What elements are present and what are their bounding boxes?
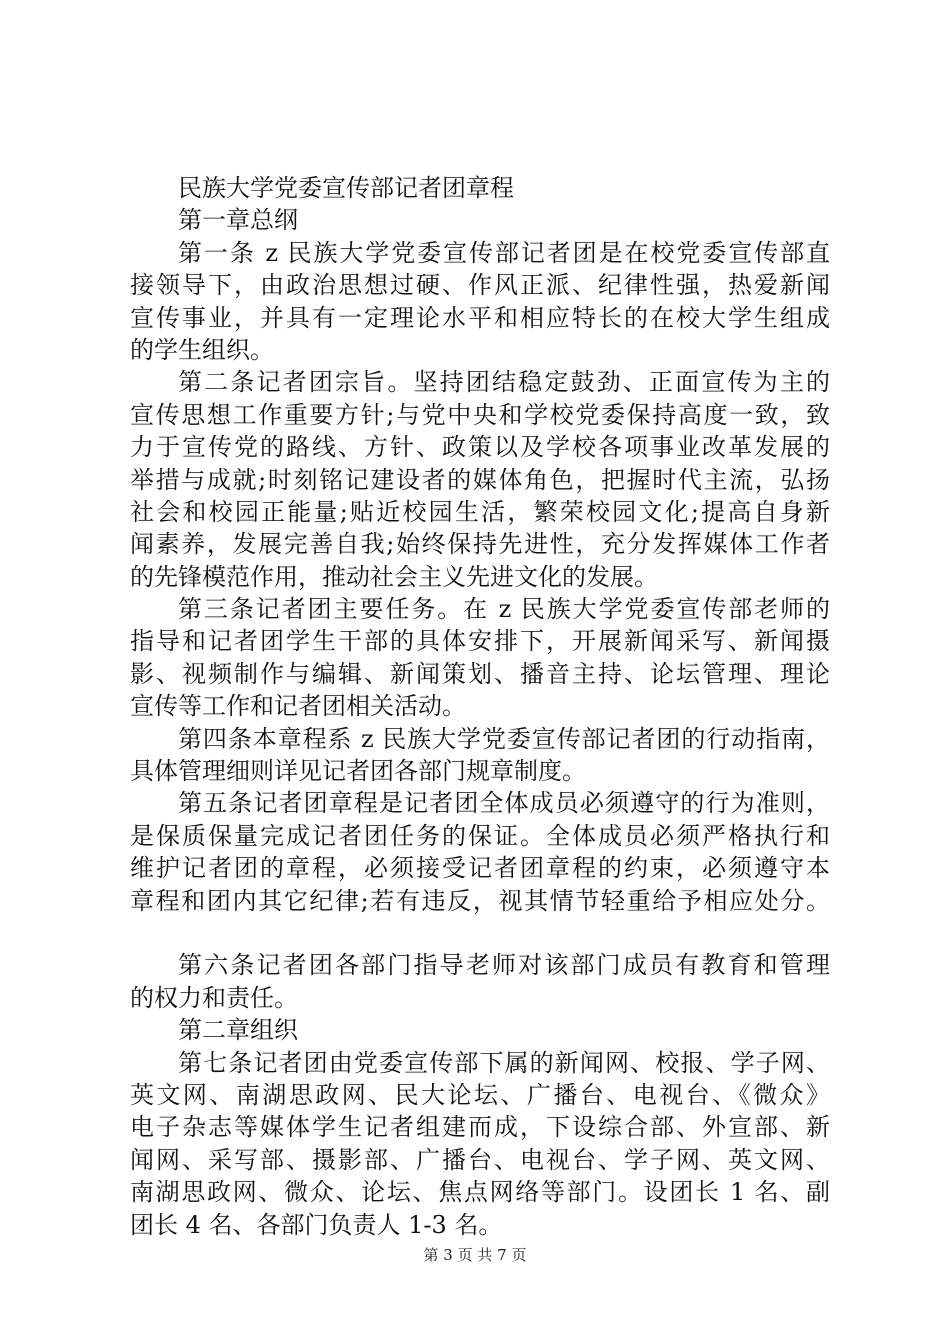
text-line: 第一条 z 民族大学党委宣传部记者团是在校党委宣传部直 (178, 238, 830, 267)
text-line: 团长 4 名、各部门负责人 1-3 名。 (130, 1210, 503, 1239)
text-line: 第四条本章程系 z 民族大学党委宣传部记者团的行动指南， (178, 724, 830, 753)
text-line: 闻素养，发展完善自我;始终保持先进性，充分发挥媒体工作者 (130, 530, 830, 559)
text-line: 宣传等工作和记者团相关活动。 (130, 692, 466, 721)
text-line: 的学生组织。 (130, 335, 274, 364)
text-line: 电子杂志等媒体学生记者组建而成，下设综合部、外宣部、新 (130, 1113, 830, 1142)
text-line: 第二章组织 (178, 1016, 298, 1045)
text-line: 社会和校园正能量;贴近校园生活，繁荣校园文化;提高自身新 (130, 497, 830, 526)
blank-line (130, 917, 830, 949)
page-footer (0, 1244, 950, 1265)
text-line: 第一章总纲 (178, 206, 298, 235)
text-line: 的先锋模范作用，推动社会主义先进文化的发展。 (130, 562, 658, 591)
text-line: 是保质保量完成记者团任务的保证。全体成员必须严格执行和 (130, 821, 830, 850)
document-body (130, 172, 830, 1241)
text-line: 接领导下，由政治思想过硬、作风正派、纪律性强，热爱新闻 (130, 271, 830, 300)
text-line: 第三条记者团主要任务。在 z 民族大学党委宣传部老师的 (178, 595, 830, 624)
text-line: 第五条记者团章程是记者团全体成员必须遵守的行为准则， (178, 789, 830, 818)
text-line: 力于宣传党的路线、方针、政策以及学校各项事业改革发展的 (130, 433, 830, 462)
text-line: 宣传事业，并具有一定理论水平和相应特长的在校大学生组成 (130, 303, 830, 332)
text-line: 英文网、南湖思政网、民大论坛、广播台、电视台、《微众》 (130, 1080, 830, 1109)
text-line: 维护记者团的章程，必须接受记者团章程的约束，必须遵守本 (130, 854, 830, 883)
text-line: 民族大学党委宣传部记者团章程 (178, 174, 514, 202)
page-number: 第 3 页 共 7 页 (423, 1246, 527, 1264)
text-line: 章程和团内其它纪律;若有违反，视其情节轻重给予相应处分。 (130, 886, 830, 915)
text-line: 影、视频制作与编辑、新闻策划、播音主持、论坛管理、理论 (130, 659, 830, 688)
text-line: 指导和记者团学生干部的具体安排下，开展新闻采写、新闻摄 (130, 627, 830, 656)
text-line: 闻网、采写部、摄影部、广播台、电视台、学子网、英文网、 (130, 1145, 830, 1174)
text-line: 举措与成就;时刻铭记建设者的媒体角色，把握时代主流，弘扬 (130, 465, 830, 494)
text-line: 第六条记者团各部门指导老师对该部门成员有教育和管理 (178, 951, 830, 980)
text-line: 的权力和责任。 (130, 983, 298, 1012)
text-line: 第七条记者团由党委宣传部下属的新闻网、校报、学子网、 (178, 1048, 830, 1077)
text-line: 宣传思想工作重要方针;与党中央和学校党委保持高度一致，致 (130, 400, 830, 429)
text-line: 具体管理细则详见记者团各部门规章制度。 (130, 757, 586, 786)
text-line: 南湖思政网、微众、论坛、焦点网络等部门。设团长 1 名、副 (130, 1178, 830, 1207)
text-line: 第二条记者团宗旨。坚持团结稳定鼓劲、正面宣传为主的 (178, 368, 830, 397)
